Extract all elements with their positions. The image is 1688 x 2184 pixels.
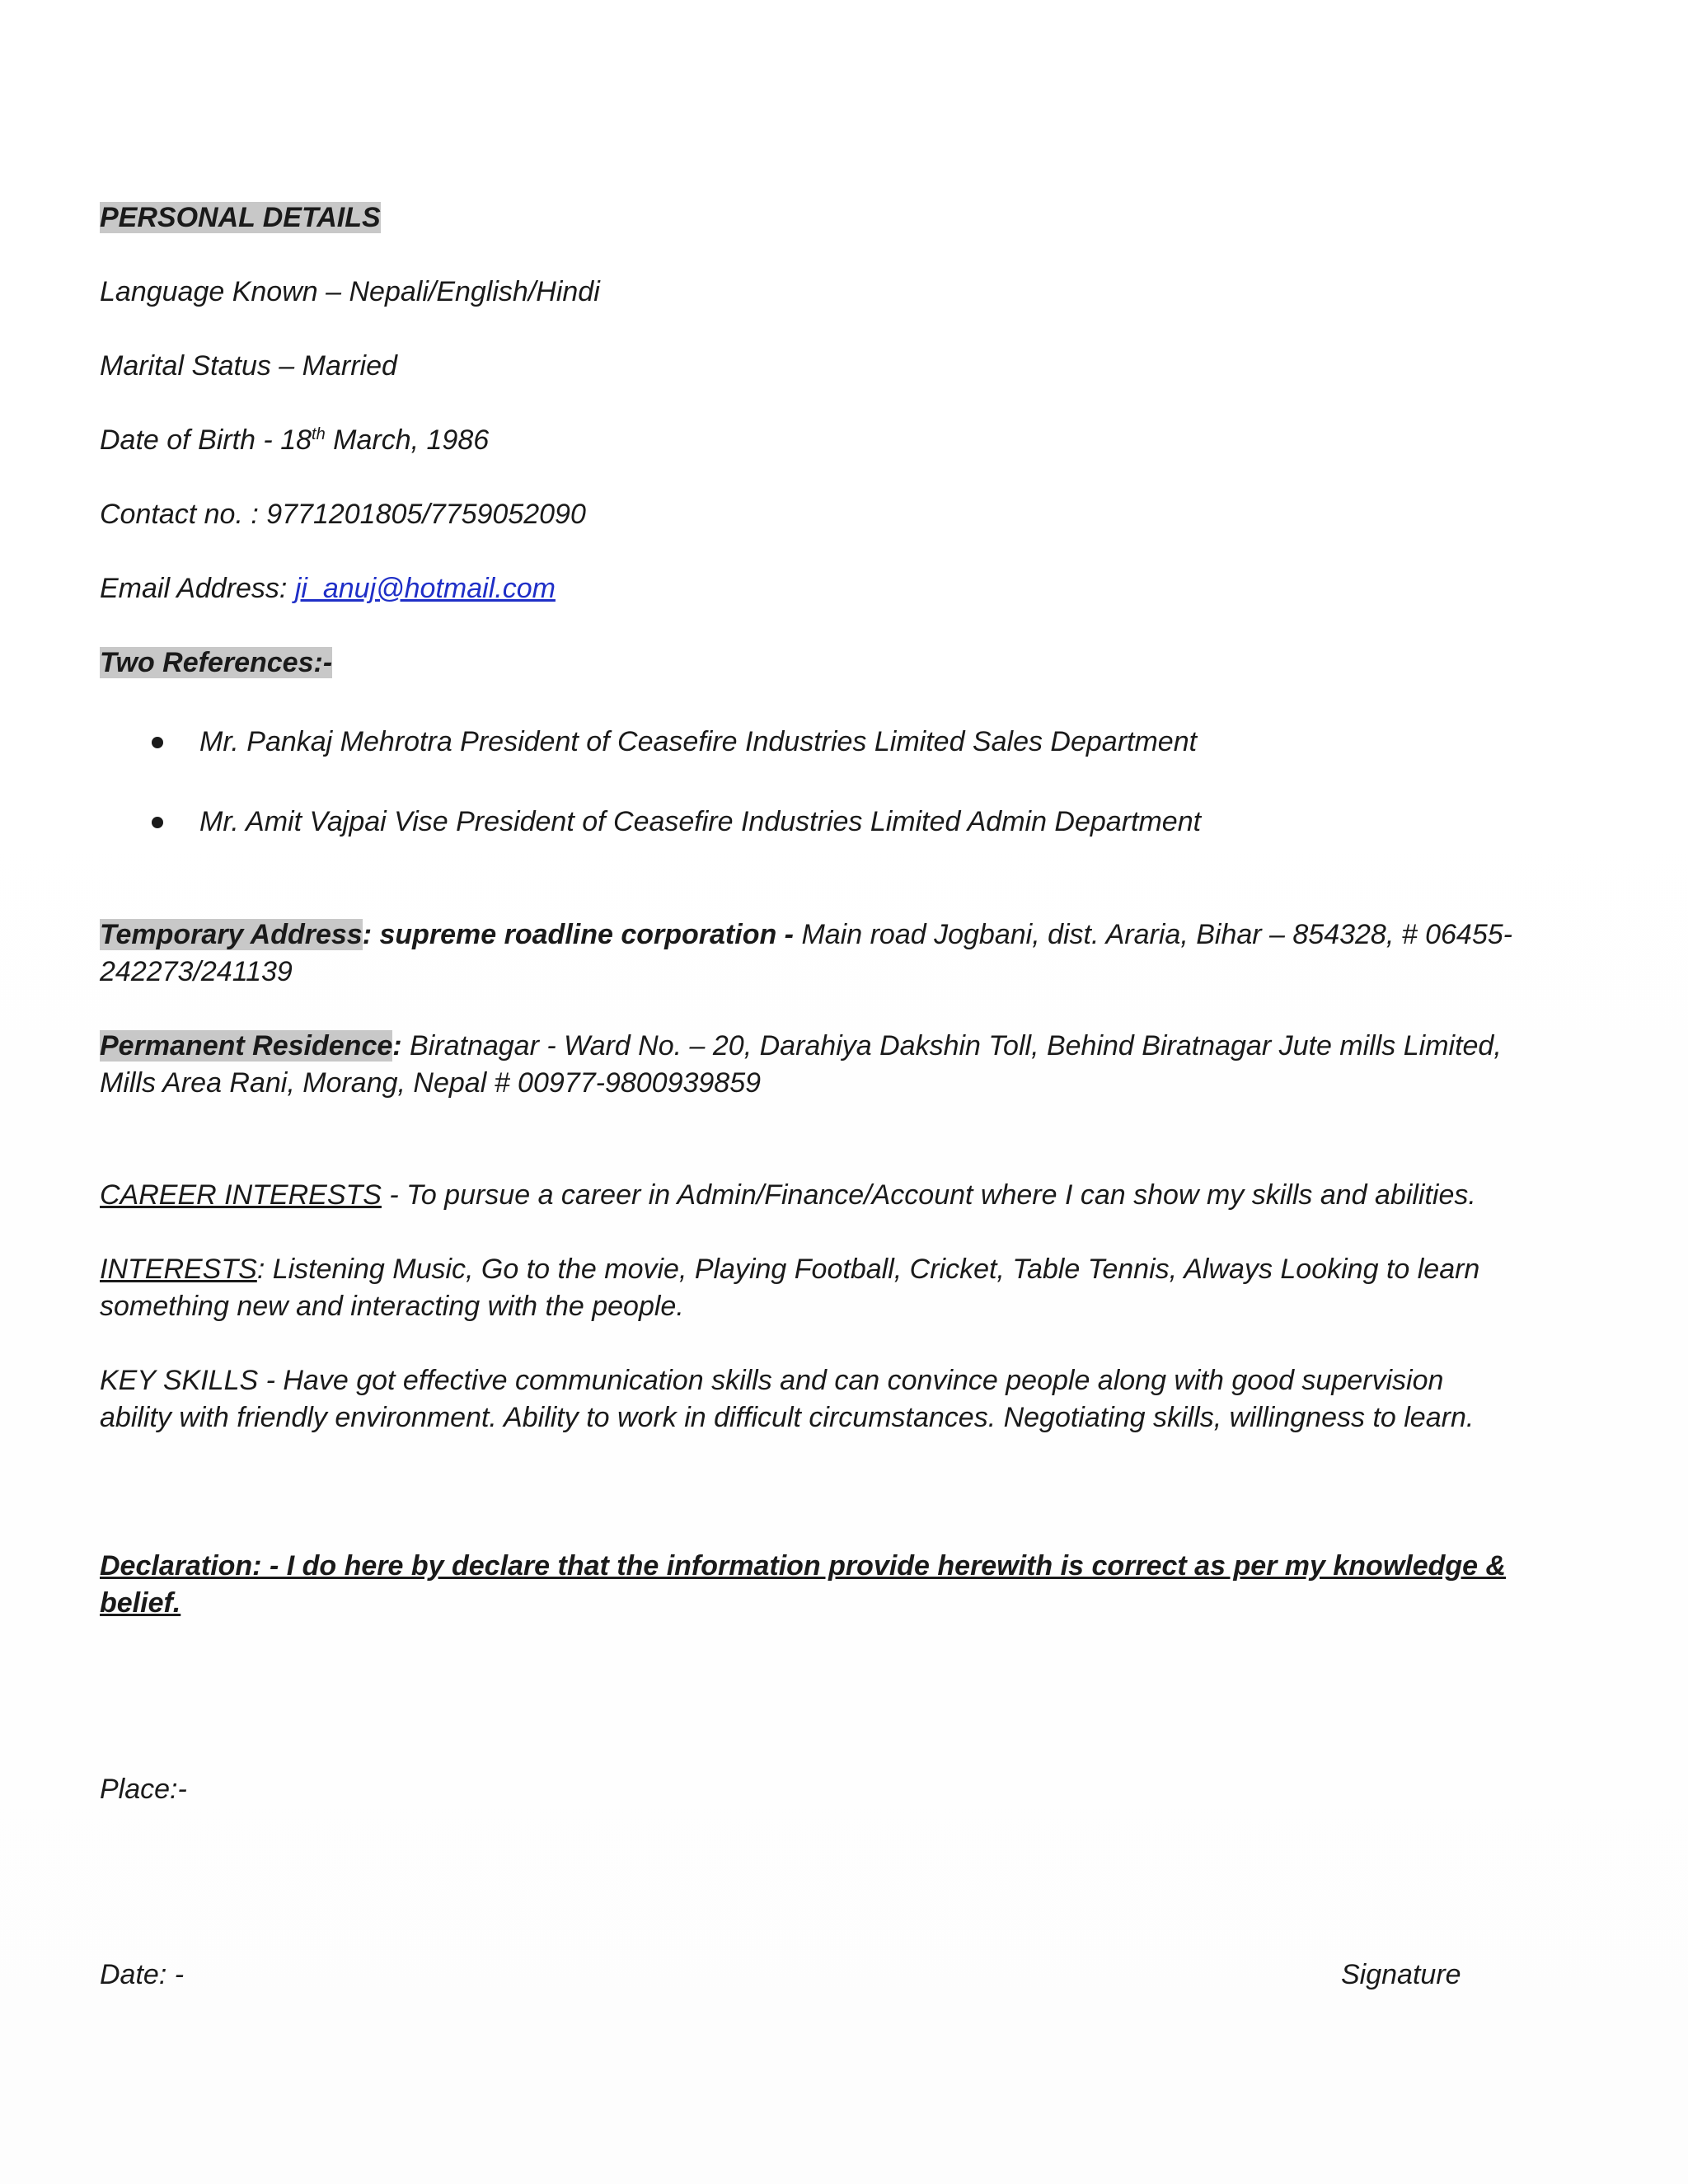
dob-prefix: Date of Birth - 18 [100,424,312,456]
dob-suffix: March, 1986 [325,424,490,456]
interests-text: : Listening Music, Go to the movie, Playing Football, Cricket, Table Tennis, Always Looking to learn something new and interacting with the people. [100,1254,1480,1322]
reference-text: Mr. Pankaj Mehrotra President of Ceasefire Industries Limited Sales Department [199,726,1198,757]
personal-details-heading-text: PERSONAL DETAILS [100,202,381,233]
reference-item [100,804,1501,841]
reference-item [100,724,1501,761]
email-label: Email Address: [100,573,295,604]
temporary-address [100,916,1517,991]
permanent-residence-text: Biratnagar - Ward No. – 20, Darahiya Dakshin Toll, Behind Biratnagar Jute mills Limited, Mills Area Rani, Morang, Nepal # 00977-9800939859 [100,1030,1502,1099]
bullet-icon [152,737,163,748]
interests [100,1251,1517,1325]
email-address [100,570,556,607]
place-label: Place:- [100,1774,187,1805]
permanent-residence-colon: : [392,1030,402,1062]
bullet-icon [152,817,163,828]
key-skills: KEY SKILLS - Have got effective communication skills and can convince people along with good supervision ability with friendly environment. Ability to work in difficult circumstances. Negotiating skills, willingness to learn. [100,1365,1475,1433]
temporary-address-company: : supreme roadline corporation - [362,919,802,950]
career-interests-text: - To pursue a career in Admin/Finance/Account where I can show my skills and abilities. [381,1179,1476,1211]
dob-superscript: th [312,425,326,443]
signature-label: Signature [1341,1959,1461,1990]
declaration: Declaration: - I do here by declare that the information provide herewith is correct as per my knowledge & belief. [100,1550,1507,1619]
references-heading-text: Two References:- [100,647,333,678]
language-known: Language Known – Nepali/English/Hindi [100,276,600,307]
contact-number: Contact no. : 9771201805/7759052090 [100,499,586,530]
temporary-address-label: Temporary Address [100,919,363,950]
permanent-residence-label: Permanent Residence [100,1030,393,1062]
personal-details-heading [100,199,381,237]
email-link[interactable]: ji_anuj@hotmail.com [294,573,556,604]
date-label: Date: - [100,1959,185,1990]
career-interests [100,1177,1517,1214]
marital-status: Marital Status – Married [100,350,397,382]
references-heading [100,644,332,682]
temporary-address-text: Main road Jogbani, dist. Araria, Bihar – 854328, # 06455-242273/241139 [100,919,1512,987]
reference-text: Mr. Amit Vajpai Vise President of Ceasefire Industries Limited Admin Department [199,806,1202,837]
permanent-residence [100,1028,1517,1102]
date-of-birth [100,422,489,459]
interests-label: INTERESTS [100,1254,257,1285]
career-interests-label: CAREER INTERESTS [100,1179,382,1211]
